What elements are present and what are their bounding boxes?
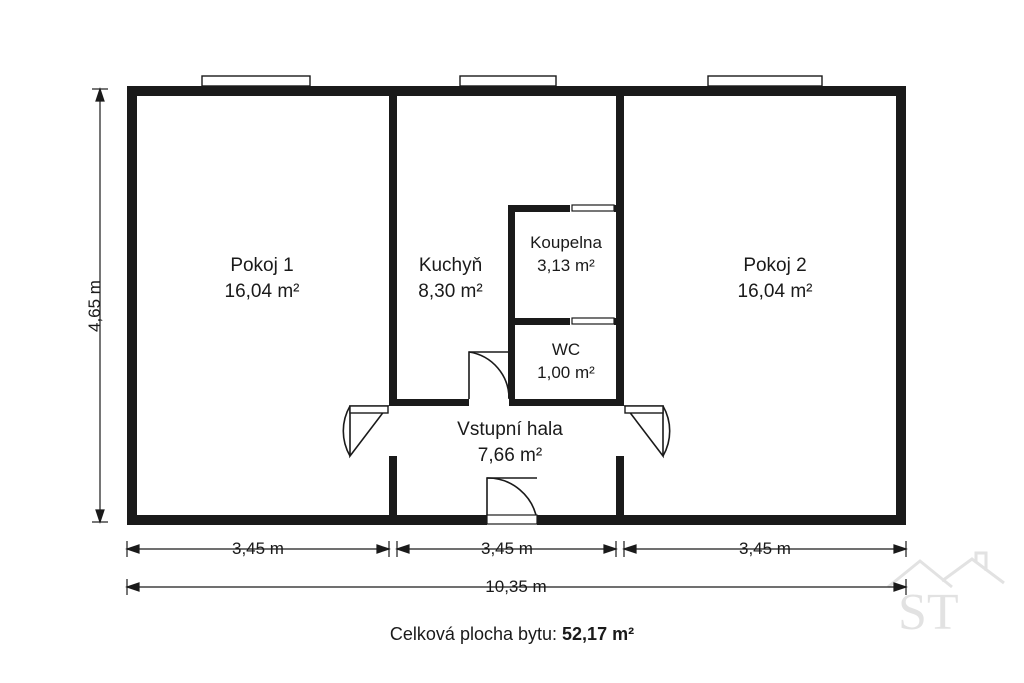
dimension-label-segment-3: 3,45 m	[739, 539, 791, 558]
room-name: Pokoj 2	[743, 255, 807, 276]
room-area: 7,66 m²	[477, 444, 543, 466]
total-area-value: 52,17 m²	[562, 624, 635, 644]
dimension-label-segment-1: 3,45 m	[232, 539, 284, 558]
room-area: 1,00 m²	[537, 362, 595, 382]
room-name: Koupelna	[530, 233, 602, 252]
total-area-label: Celková plocha bytu:	[389, 624, 558, 644]
dimension-label-total-width: 10,35 m	[485, 577, 547, 596]
dimension-label-height: 4,65 m	[85, 280, 104, 332]
room-label-wc	[505, 339, 627, 385]
room-area: 16,04 m²	[737, 280, 813, 302]
room-name: WC	[551, 340, 581, 359]
room-label-kuchyn	[392, 253, 509, 304]
room-area: 16,04 m²	[224, 280, 300, 302]
dimension-label-segment-2: 3,45 m	[481, 539, 533, 558]
total-area-footer	[0, 624, 1024, 645]
room-name: Kuchyň	[418, 255, 483, 276]
windows	[202, 76, 822, 86]
room-name: Vstupní hala	[457, 419, 563, 440]
room-name: Pokoj 1	[230, 255, 294, 276]
room-label-pokoj2	[660, 253, 890, 304]
room-label-koupelna	[505, 232, 627, 278]
room-area: 3,13 m²	[537, 255, 595, 275]
svg-text:ST: ST	[898, 584, 959, 637]
room-label-vstupni-hala	[400, 417, 620, 468]
room-label-pokoj1	[147, 253, 377, 304]
room-area: 8,30 m²	[418, 280, 483, 302]
